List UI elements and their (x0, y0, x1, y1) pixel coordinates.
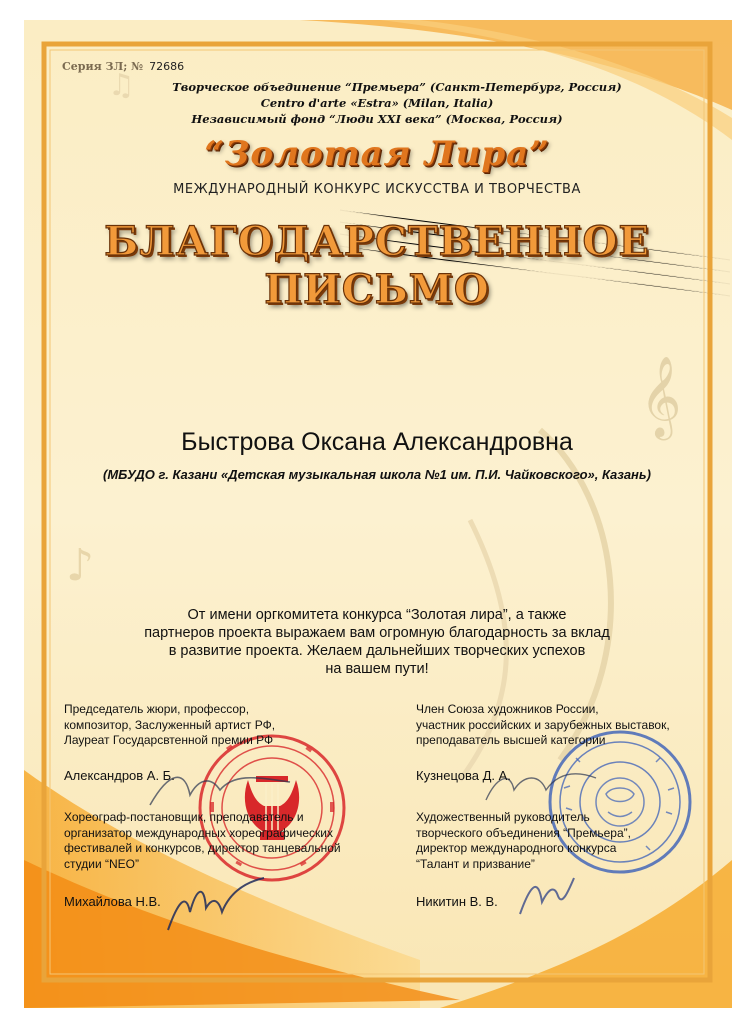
signatory-left-top-role (64, 702, 275, 749)
role-line: Член Союза художников России, (416, 702, 599, 716)
signature-nikitin (510, 866, 580, 926)
gratitude-message (120, 606, 634, 678)
series-label: Серия ЗЛ; № (62, 60, 144, 73)
role-line: преподаватель высшей категории (416, 733, 606, 747)
signatory-right-bottom-role (416, 810, 631, 872)
role-line: творческого объединения “Премьера”, (416, 825, 631, 840)
organizer-3: Независимый фонд “Люди XXI века” (Москва, Россия) (191, 112, 563, 126)
contest-subtitle: МЕЖДУНАРОДНЫЙ КОНКУРС ИСКУССТВА И ТВОРЧЕСТВА (173, 182, 581, 197)
series-number (62, 60, 184, 73)
document-title-line1: БЛАГОДАРСТВЕННОЕ (104, 218, 650, 265)
role-line: композитор, Заслуженный артист РФ, (64, 717, 276, 732)
role-line: организатор международных хореографических (64, 825, 333, 840)
signatory-left-bottom-role (64, 810, 341, 872)
contest-name: “Золотая Лира” (204, 134, 550, 174)
signature-mikhailova (160, 872, 270, 942)
svg-text:♪: ♪ (66, 540, 95, 591)
role-line: “Талант и призвание” (416, 856, 535, 871)
signatory-right-top-role (416, 702, 670, 749)
svg-text:♫: ♫ (108, 68, 135, 103)
recipient-name: Быстрова Оксана Александровна (181, 428, 573, 456)
series-value: 72686 (149, 60, 185, 73)
message-line: От имени оргкомитета конкурса “Золотая лира”, а также (187, 607, 567, 623)
message-line: на вашем пути! (325, 661, 429, 677)
message-line: партнеров проекта выражаем вам огромную благодарность за вклад (144, 625, 610, 641)
document-title-line2: ПИСЬМО (264, 266, 490, 313)
svg-text:𝄞: 𝄞 (640, 355, 682, 437)
role-line: студии “NEO” (64, 856, 139, 871)
role-line: Председатель жюри, профессор, (64, 702, 250, 716)
role-line: Хореограф-постановщик, преподаватель и (64, 810, 304, 824)
signatory-right-top-name: Кузнецова Д. А. (416, 768, 511, 783)
role-line: директор международного конкурса (416, 841, 617, 855)
organizer-1: Творческое объединение “Премьера” (Санкт-Петербург, Россия) (172, 80, 622, 94)
role-line: Художественный руководитель (416, 810, 590, 824)
message-line: в развитие проекта. Желаем дальнейших творческих успехов (168, 643, 586, 659)
signatory-right-bottom-name: Никитин В. В. (416, 894, 498, 909)
role-line: фестивалей и конкурсов, директор танцевальной (64, 841, 341, 855)
signatory-left-bottom-name: Михайлова Н.В. (64, 894, 161, 909)
recipient-institution: (МБУДО г. Казани «Детская музыкальная школа №1 им. П.И. Чайковского», Казань) (103, 467, 651, 482)
role-line: участник российских и зарубежных выставок, (416, 717, 670, 732)
signatory-left-top-name: Александров А. Б. (64, 768, 175, 783)
role-line: Лауреат Государсвтенной премии РФ (64, 733, 274, 747)
organizer-2: Centro d'arte «Estra» (Milan, Italia) (260, 96, 494, 110)
